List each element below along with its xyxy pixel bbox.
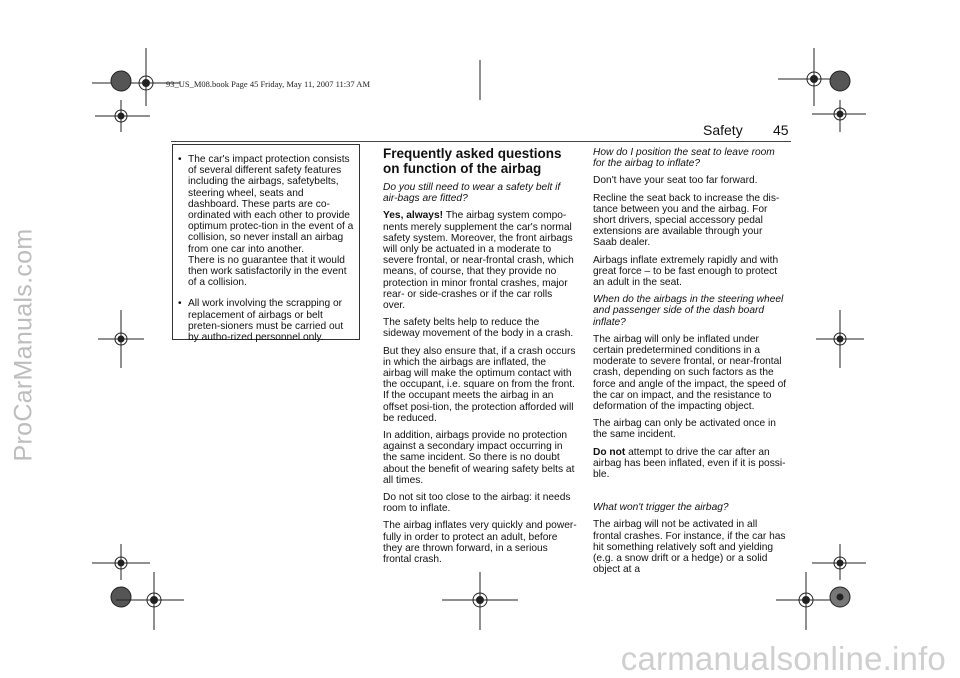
crosshair-mark-icon <box>95 100 150 132</box>
crosshair-mark-icon <box>442 572 518 630</box>
right-column <box>593 147 788 582</box>
book-file-note: 93_US_M08.book Page 45 Friday, May 11, 2007 11:37 AM <box>166 79 370 89</box>
crosshair-mark-icon <box>812 100 866 132</box>
warning-item-text: All work involving the scrapping or replacement of airbags or belt preten-sioners must be carried out by autho-rized personnel only. <box>188 298 344 344</box>
warning-item-extra: There is no guarantee that it would then work satisfactorily in the event of a collision. <box>188 254 347 289</box>
question: Do you still need to wear a safety belt if air-bags are fitted? <box>383 182 561 205</box>
paragraph: In addition, airbags provide no protection against a secondary impact occurring in the same incident. So there is no doubt about the benefit of wearing safety belts at all times. <box>383 430 575 486</box>
warning-item-text: The car's impact protection consists of several different safety features including the airbags, safetybelts, steering wheel, seats and dashboard. These parts are co-ordinated with each other to provide optimum protec-tion in the event of a collision, so never install an airbag from one car into another. <box>188 154 354 255</box>
paragraph <box>593 447 788 481</box>
target-dot-mark-icon <box>830 587 850 607</box>
warning-box-content <box>176 154 356 353</box>
paragraph: The safety belts help to reduce the sideway movement of the body in a crash. <box>383 317 574 340</box>
paragraph <box>383 210 577 311</box>
paragraph-text: The airbag system compo-nents merely supplement the car's normal safety system. Moreover, the front airbags will only be actuated in a moderate to severe frontal, or near-frontal crash, which means, of course, that they provide no protection in minor frontal crashes, major rear- or side-crashes or if the car rolls over. <box>383 210 574 312</box>
warning-list <box>176 154 356 343</box>
solid-dot-mark-icon <box>830 71 850 91</box>
list-item <box>176 298 356 343</box>
list-item <box>176 154 356 288</box>
paragraph: The airbag will not be activated in all frontal crashes. For instance, if the car has hit something relatively soft and yielding (e.g. a snow drift or a hedge) or a solid object at a <box>593 519 786 576</box>
solid-dot-mark-icon <box>111 71 131 91</box>
emphasis: Do not <box>593 446 626 458</box>
crosshair-mark-icon <box>812 544 866 580</box>
question: How do I position the seat to leave room for the airbag to inflate? <box>593 147 775 170</box>
solid-dot-mark-icon <box>111 587 131 607</box>
paragraph: The airbag can only be activated once in the same incident. <box>593 418 776 441</box>
emphasis: Yes, always! <box>383 210 444 222</box>
paragraph: Airbags inflate extremely rapidly and with great force – to be fast enough to protect an adult in the seat. <box>593 254 779 289</box>
paragraph-text: attempt to drive the car after an airbag has been inflated, even if it is possi-ble. <box>593 446 786 481</box>
crosshair-mark-icon <box>92 544 150 580</box>
section-title: Safety <box>703 122 743 138</box>
header-rule <box>171 141 791 142</box>
crosshair-mark-icon <box>92 48 180 106</box>
question: When do the airbags in the steering wheel and passenger side of the dash board inflate? <box>593 294 784 328</box>
page-number: 45 <box>773 122 789 138</box>
section-heading: Frequently asked questions on function of the airbag <box>383 146 562 176</box>
paragraph: Don't have your seat too far forward. <box>593 175 758 187</box>
paragraph: But they also ensure that, if a crash occurs in which the airbags are inflated, the airbag will make the optimum contact with the occupant, i.e. square on from the front. If the occupant meets the airbag in an offset posi-tion, the protection afforded will be reduced. <box>383 345 576 424</box>
question: What won't trigger the airbag? <box>593 502 729 514</box>
paragraph: Recline the seat back to increase the dis-tance between you and the airbag. For short drivers, special accessory pedal extensions are available through your Saab dealer. <box>593 192 780 249</box>
crosshair-mark-icon <box>98 310 144 368</box>
bottom-watermark: carmanualsonline.info <box>620 640 946 677</box>
side-watermark-text: ProCarManuals.com <box>9 228 38 462</box>
paragraph: Do not sit too close to the airbag: it needs room to inflate. <box>383 492 571 515</box>
paragraph: The airbag will only be inflated under certain predetermined conditions in a moderate to severe frontal, or near-frontal crash, depending on such factors as the force and angle of the impact, the speed of the car on impact, and the resistance to deformation of the impacting object. <box>593 333 787 413</box>
crosshair-mark-icon <box>816 310 864 368</box>
paragraph: The airbag inflates very quickly and power-fully in order to protect an adult, before they are thrown forward, in a serious frontal crash. <box>383 520 577 566</box>
middle-column <box>383 147 577 571</box>
